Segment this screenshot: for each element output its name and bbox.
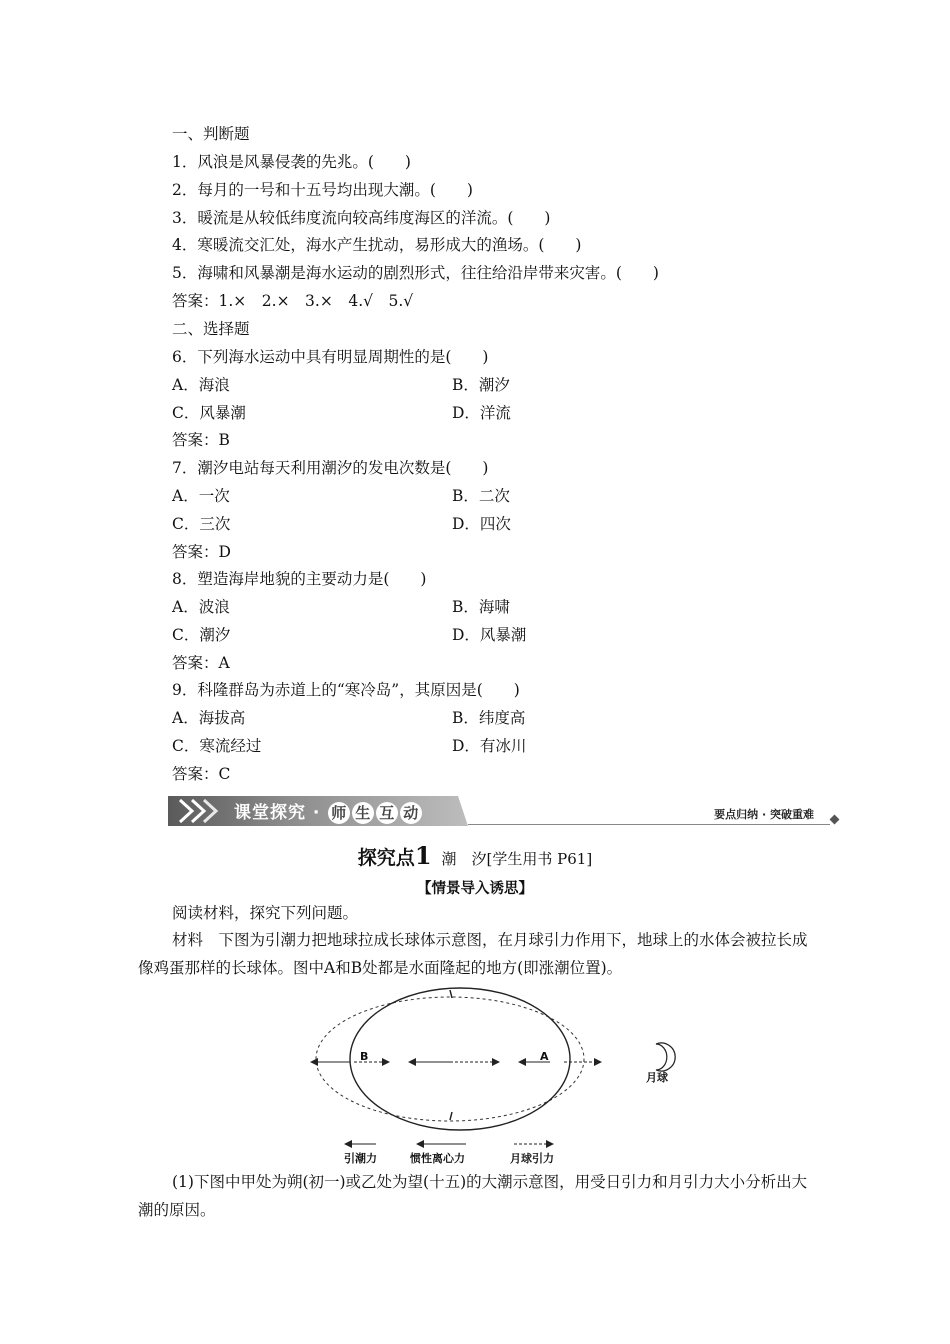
question-9-stem: 9．科隆群岛为赤道上的“寒冷岛”，其原因是( ) [172, 681, 520, 699]
question-7-option-a: A．一次 [172, 487, 230, 505]
question-6-option-c: C．风暴潮 [172, 404, 246, 422]
intro-text: 阅读材料，探究下列问题。 [172, 904, 359, 922]
section-title-choice: 二、选择题 [172, 320, 250, 338]
banner-title-dot: · [312, 803, 321, 823]
judgment-answer: 答案：1.× 2.× 3.× 4.√ 5.√ [172, 292, 414, 310]
subheading: 【情景导入诱思】 [417, 880, 533, 897]
arrow-head-right [594, 1058, 602, 1066]
chevron-right-icon [172, 798, 228, 824]
question-9-option-b: B．纬度高 [452, 709, 526, 727]
bottom-mark [450, 1112, 452, 1120]
tide-diagram [300, 982, 700, 1172]
label-a: A [540, 1050, 549, 1063]
heading-topic: 潮 汐 [441, 850, 487, 868]
banner-char-1: 师 [328, 802, 350, 824]
diamond-icon [830, 815, 840, 825]
legend-centrifugal: 惯性离心力 [410, 1152, 465, 1165]
question-6-answer: 答案：B [172, 431, 230, 449]
banner-title [234, 798, 423, 824]
judgment-item-1: 1．风浪是风暴侵袭的先兆。( ) [172, 153, 411, 171]
legend-moon-gravity: 月球引力 [510, 1152, 554, 1165]
question-7-stem: 7．潮汐电站每天利用潮汐的发电次数是( ) [172, 459, 489, 477]
arrow-head-center-left [408, 1058, 416, 1066]
banner-char-3: 互 [376, 802, 398, 824]
banner-char-2: 生 [352, 802, 374, 824]
judgment-item-3: 3．暖流是从较低纬度流向较高纬度海区的洋流。( ) [172, 209, 551, 227]
banner-right-text: 要点归纳 · 突破重难 [714, 808, 814, 821]
legend-tidal: 引潮力 [344, 1152, 377, 1165]
moon-icon [656, 1043, 675, 1071]
question-7-answer: 答案：D [172, 543, 231, 561]
judgment-item-2: 2．每月的一号和十五号均出现大潮。( ) [172, 181, 473, 199]
question-7-option-c: C．三次 [172, 515, 231, 533]
question-9-option-c: C．寒流经过 [172, 737, 262, 755]
question-9-option-d: D．有冰川 [452, 737, 527, 755]
question-6-option-b: B．潮汐 [452, 376, 510, 394]
heading-number: 1 [414, 841, 432, 870]
section-title-judgment: 一、判断题 [172, 125, 250, 143]
question-8-option-d: D．风暴潮 [452, 626, 527, 644]
arrow-head-b [382, 1058, 390, 1066]
question-1-text: (1)下图中甲处为朔(初一)或乙处为望(十五)的大潮示意图，用受日引力和月引力大小分析出大潮的原因。 [138, 1173, 808, 1219]
question-9-answer: 答案：C [172, 765, 231, 783]
material-text: 材料 下图为引潮力把地球拉成长球体示意图，在月球引力作用下，地球上的水体会被拉长成像鸡蛋那样的长球体。图中A和B处都是水面隆起的地方(即涨潮位置)。 [138, 931, 808, 977]
question-8-option-a: A．波浪 [172, 598, 230, 616]
question-6-option-a: A．海浪 [172, 376, 230, 394]
label-b: B [360, 1050, 369, 1063]
question-6-option-d: D．洋流 [452, 404, 511, 422]
question-8-option-c: C．潮汐 [172, 626, 231, 644]
banner-title-pre: 课堂探究 [234, 803, 306, 823]
banner-char-4: 动 [400, 802, 422, 824]
legend-arrow-moon [546, 1140, 554, 1148]
question-7-option-b: B．二次 [452, 487, 510, 505]
top-mark [450, 990, 452, 998]
section-heading [0, 841, 950, 870]
question-8-option-b: B．海啸 [452, 598, 510, 616]
heading-ref: [学生用书 P61] [486, 850, 593, 868]
section-banner [168, 796, 840, 828]
legend-arrow-tidal [344, 1140, 352, 1148]
question-8-answer: 答案：A [172, 654, 230, 672]
arrow-head-center-right [492, 1058, 500, 1066]
moon-label: 月球 [646, 1071, 668, 1084]
heading-label: 探究点 [357, 847, 415, 869]
arrow-head-a-left [518, 1058, 526, 1066]
banner-rule [468, 824, 830, 825]
question-7-option-d: D．四次 [452, 515, 511, 533]
arrow-head-left [310, 1058, 318, 1066]
judgment-item-4: 4．寒暖流交汇处，海水产生扰动，易形成大的渔场。( ) [172, 236, 582, 254]
question-8-stem: 8．塑造海岸地貌的主要动力是( ) [172, 570, 427, 588]
legend-arrow-centrifugal [416, 1140, 424, 1148]
judgment-item-5: 5．海啸和风暴潮是海水运动的剧烈形式，往往给沿岸带来灾害。( ) [172, 264, 659, 282]
question-6-stem: 6．下列海水运动中具有明显周期性的是( ) [172, 348, 489, 366]
question-9-option-a: A．海拔高 [172, 709, 246, 727]
